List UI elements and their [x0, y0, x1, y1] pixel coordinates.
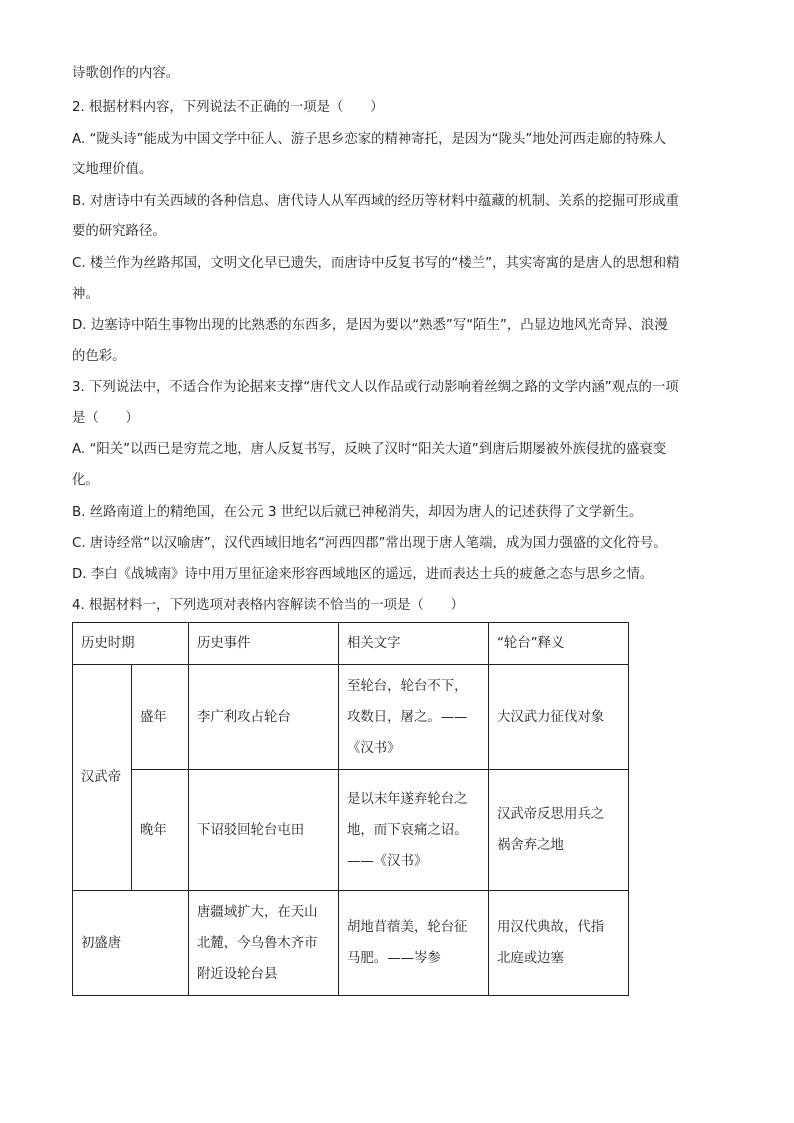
table-row [73, 891, 629, 996]
text-cell [339, 891, 489, 996]
text-line: 的色彩。 [72, 349, 126, 364]
text-line: 是（ ） [72, 411, 139, 426]
text-line: 文地理价值。 [72, 162, 153, 177]
text-cell [339, 770, 489, 891]
text-line: 诗歌创作的内容。 [72, 66, 180, 81]
event-cell: 下诏驳回轮台屯田 [189, 770, 339, 891]
option-c: C. 唐诗经常“以汉喻唐”，汉代西域旧地名“河西四郡”常出现于唐人笔端，成为国力强盛的文化符号。 [72, 536, 667, 551]
text-line: 神。 [72, 287, 99, 302]
option-a: A. “陇头诗”能成为中国文学中征人、游子思乡恋家的精神寄托，是因为“陇头”地处河西走廊的特殊人 [72, 132, 667, 147]
option-a: A. “阳关”以西已是穷荒之地，唐人反复书写，反映了汉时“阳关大道”到唐后期屡被外族侵扰的盛衰变 [72, 442, 667, 457]
sub-period-cell: 晚年 [132, 770, 189, 891]
quote-text: 胡地苜蓿美，轮台征 马肥。——岑参 [347, 920, 468, 966]
text-cell [339, 665, 489, 770]
option-c: C. 楼兰作为丝路邦国，文明文化早已遗失，而唐诗中反复书写的“楼兰”，其实寄寓的是唐人的思想和精 [72, 256, 680, 271]
header-meaning: “轮台”释义 [489, 623, 629, 665]
event-text: 唐疆域扩大，在天山 北麓，今乌鲁木齐市 附近设轮台县 [197, 904, 318, 982]
header-period: 历史时期 [73, 623, 189, 665]
table-header-row [73, 623, 629, 665]
event-cell [189, 891, 339, 996]
table-row [73, 770, 629, 891]
sub-period-cell: 盛年 [132, 665, 189, 770]
question-4-stem: 4. 根据材料一，下列选项对表格内容解读不恰当的一项是（ ） [72, 598, 464, 613]
option-b: B. 丝路南道上的精绝国，在公元 3 世纪以后就已神秘消失，却因为唐人的记述获得了文学新生。 [72, 505, 643, 520]
history-table [72, 622, 629, 996]
question-2-stem: 2. 根据材料内容，下列说法不正确的一项是（ ） [72, 100, 384, 115]
option-d: D. 李白《战城南》诗中用万里征途来形容西域地区的遥远，进而表达士兵的疲惫之态与思乡之情。 [72, 567, 654, 582]
meaning-cell [489, 891, 629, 996]
question-3-stem: 3. 下列说法中，不适合作为论据来支撑“唐代文人以作品或行动影响着丝绸之路的文学内涵”观点的一项 [72, 380, 679, 395]
header-event: 历史事件 [189, 623, 339, 665]
table-row [73, 665, 629, 770]
quote-text: 是以末年遂弃轮台之 地，而下哀痛之诏。 ——《汉书》 [347, 791, 468, 869]
quote-text: 至轮台，轮台不下， 攻数日，屠之。—— 《汉书》 [347, 678, 468, 756]
text-line: 化。 [72, 473, 99, 488]
meaning-text: 汉武帝反思用兵之 祸舍弃之地 [497, 807, 605, 853]
option-d: D. 边塞诗中陌生事物出现的比熟悉的东西多，是因为要以“熟悉”写“陌生”，凸显边地风光奇异、浪漫 [72, 318, 668, 333]
meaning-text: 用汉代典故，代指 北庭或边塞 [497, 920, 605, 966]
period-cell: 初盛唐 [73, 891, 189, 996]
event-cell: 李广利攻占轮台 [189, 665, 339, 770]
text-line: 要的研究路径。 [72, 224, 166, 239]
header-text: 相关文字 [339, 623, 489, 665]
period-cell: 汉武帝 [73, 665, 132, 891]
meaning-cell [489, 770, 629, 891]
meaning-cell: 大汉武力征伐对象 [489, 665, 629, 770]
option-b: B. 对唐诗中有关西域的各种信息、唐代诗人从军西域的经历等材料中蕴藏的机制、关系的挖掘可形成重 [72, 194, 679, 209]
